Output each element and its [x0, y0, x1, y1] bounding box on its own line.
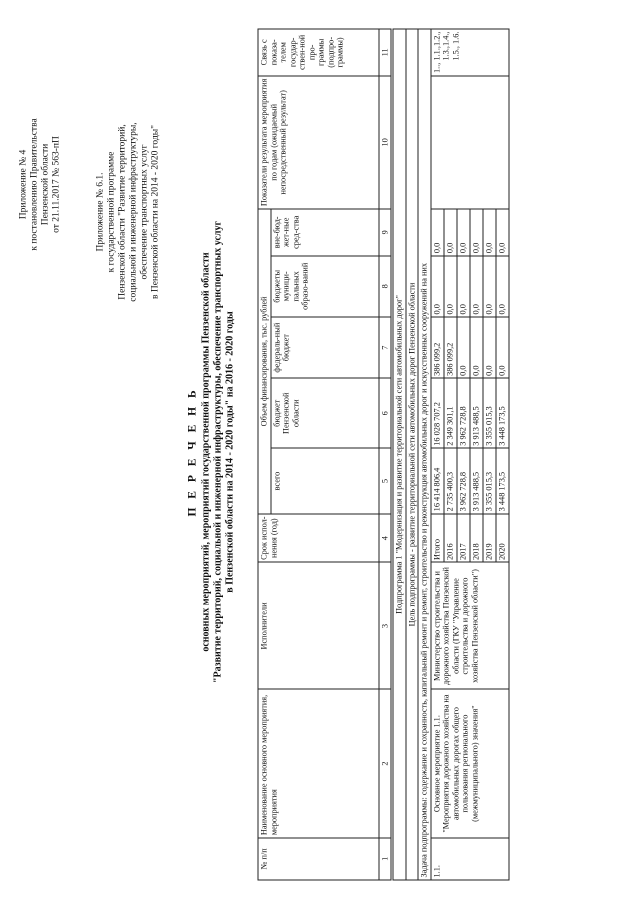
item-number: 1.1. — [431, 838, 509, 880]
header-finance: Объем финансирования, тыс. рублей — [258, 209, 271, 514]
row-extra: 0,0 — [444, 209, 457, 256]
row-term: 2016 — [444, 514, 457, 563]
row-municipal: 0,0 — [483, 256, 496, 317]
row-municipal: 0,0 — [444, 256, 457, 317]
row-regional: 16 028 707,2 — [431, 378, 444, 448]
row-municipal: 0,0 — [496, 256, 509, 317]
item-link: 1.., 1.1.,1.2., 1.3.,1.4., 1.5., 1.6. — [431, 29, 509, 76]
annex-6-1-header — [96, 50, 162, 375]
column-number: 8 — [379, 256, 393, 317]
subprogram-goal: Цель подпрограммы - развитие территориальной сети автомобильных дорог Пензенской области — [406, 29, 419, 880]
column-numbers-row — [379, 29, 393, 880]
header-executors: Исполнители — [258, 563, 379, 690]
row-federal: 386 099,2 — [431, 317, 444, 378]
annex-line: в Пензенской области на 2014 - 2020 годы" — [150, 125, 161, 299]
task-row — [418, 29, 431, 880]
column-number: 1 — [379, 838, 393, 880]
row-term: 2020 — [496, 514, 509, 563]
title-line-2: "Развитие территорий, социальной и инженерной инфраструктуры, обеспечение транспортных услуг — [212, 220, 224, 684]
row-municipal: 0,0 — [457, 256, 470, 317]
title-line-3: в Пензенской области на 2014 - 2020 годы" на 2016 - 2020 годы — [224, 311, 236, 593]
row-federal: 386 099,2 — [444, 317, 457, 378]
goal-row — [406, 29, 419, 880]
row-extra: 0,0 — [483, 209, 496, 256]
header-indicator: Показатели результата мероприятия по годам (ожидаемый непосредственный результат) — [258, 76, 379, 209]
column-number: 9 — [379, 209, 393, 256]
row-regional: 3 355 015,3 — [483, 378, 496, 448]
row-extra: 0,0 — [496, 209, 509, 256]
header-name: Наименование основного мероприятия, мероприятия — [258, 690, 379, 838]
header-num: № п/п — [258, 838, 379, 880]
annex-line: социальной и инженерной инфраструктуры, — [128, 122, 139, 302]
header-federal-budget: федераль-ный бюджет — [271, 317, 379, 378]
row-total: 3 355 015,3 — [483, 448, 496, 514]
item-name: Основное мероприятие 1.1. "Мероприятия дорожного хозяйства на автомобильных дорогах общего пользования регионального (межмуниципального) значения" — [431, 690, 509, 838]
annex-line: от 21.11.2017 № 563-пП — [51, 136, 62, 233]
row-federal: 0,0 — [483, 317, 496, 378]
column-number: 6 — [379, 378, 393, 448]
header-regional-budget: бюджет Пензенской области — [271, 378, 379, 448]
row-extra: 0,0 — [470, 209, 483, 256]
table-row — [431, 29, 444, 880]
header-extrabudgetary: вне-бюд-жет-ные сред-ства — [271, 209, 379, 256]
row-total: 3 448 173,5 — [496, 448, 509, 514]
subprogram-task: Задача подпрограммы: содержание и сохранность, капитальный ремонт и ремонт, строительство и реконструкция автомобильных дорог и искусственных сооружений на них — [418, 29, 431, 880]
annex-4-header — [19, 50, 63, 320]
column-number: 11 — [379, 29, 393, 76]
row-federal: 0,0 — [496, 317, 509, 378]
row-term: 2019 — [483, 514, 496, 563]
row-term: Итого — [431, 514, 444, 563]
column-number: 2 — [379, 690, 393, 838]
header-term: Срок испол-нения (год) — [258, 514, 379, 563]
row-regional: 3 913 488,5 — [470, 378, 483, 448]
row-regional: 3 448 173,5 — [496, 378, 509, 448]
annex-line: к государственной программе — [106, 151, 117, 273]
item-executor: Министерство строительства и дорожного хозяйства Пензенской области (ГКУ "Управление строительства и дорожного хозяйства Пензенской области") — [431, 563, 509, 690]
annex-line: Приложение № 6.1. — [95, 172, 106, 252]
row-total: 2 735 400,3 — [444, 448, 457, 514]
header-link: Связь с показа-телем государ-ствен-ной про-граммы (подпро-граммы) — [258, 29, 379, 76]
row-regional: 3 962 728,8 — [457, 378, 470, 448]
title-line-1: основных мероприятий, мероприятий государственной программы Пензенской области — [200, 252, 212, 652]
title-word: П Е Р Е Ч Е Н Ь — [186, 387, 199, 517]
annex-line: к постановлению Правительства — [29, 118, 40, 251]
subprogram-title: Подпрограмма 1 "Модернизация и развитие территориальной сети автомобильных дорог" — [392, 29, 406, 880]
row-federal: 0,0 — [457, 317, 470, 378]
document-title — [186, 10, 237, 895]
column-number: 7 — [379, 317, 393, 378]
row-term: 2018 — [470, 514, 483, 563]
row-term: 2017 — [457, 514, 470, 563]
row-municipal: 0,0 — [470, 256, 483, 317]
row-total: 3 913 488,5 — [470, 448, 483, 514]
subprogram-row — [392, 29, 406, 880]
annex-line: Приложение № 4 — [18, 149, 29, 220]
row-extra: 0,0 — [457, 209, 470, 256]
column-number: 4 — [379, 514, 393, 563]
header-total: всего — [271, 448, 379, 514]
item-indicator — [431, 76, 509, 209]
annex-line: Пензенской области "Развитие территорий, — [117, 124, 128, 300]
row-extra: 0,0 — [431, 209, 444, 256]
row-total: 3 962 728,8 — [457, 448, 470, 514]
row-total: 16 414 806,4 — [431, 448, 444, 514]
measures-table — [258, 29, 510, 881]
annex-line: Пензенской области — [40, 143, 51, 226]
column-number: 3 — [379, 563, 393, 690]
row-municipal: 0,0 — [431, 256, 444, 317]
document-page — [11, 10, 631, 895]
header-municipal-budgets: бюджеты муници-пальных образо-ваний — [271, 256, 379, 317]
row-federal: 0,0 — [470, 317, 483, 378]
column-number: 10 — [379, 76, 393, 209]
annex-line: обеспечение транспортных услуг — [139, 144, 150, 280]
column-number: 5 — [379, 448, 393, 514]
row-regional: 2 349 301,1 — [444, 378, 457, 448]
